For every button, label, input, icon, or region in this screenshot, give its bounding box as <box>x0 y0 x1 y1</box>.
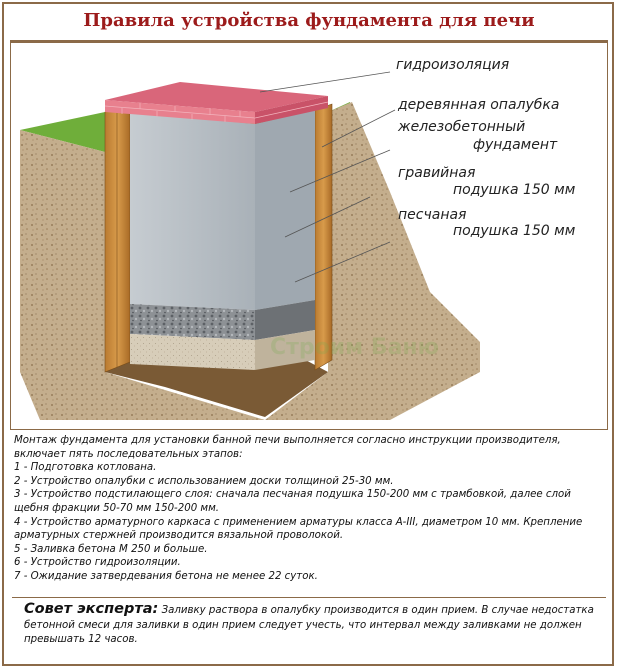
step-item: 4 - Устройство арматурного каркаса с применением арматуры класса А-III, диаметром 10 мм. Крепление арматурных стержней производится вязальной проволокой. <box>14 516 583 542</box>
description-intro: Монтаж фундамента для установки банной печи выполняется согласно инструкции производителя, включает пять последовательных этапов: <box>14 435 561 460</box>
advice-text: Заливку раствора в опалубку производится в один прием. В случае недостатка бетонной смеси для заливки в один прием следует учесть, что интервал между заливками не должен превышать 12 часов. <box>24 605 594 645</box>
description-block <box>14 434 606 584</box>
formwork-right <box>315 104 332 370</box>
step-item: 2 - Устройство опалубки с использованием доски толщиной 25-30 мм. <box>14 475 394 487</box>
label-waterproofing: гидроизоляция <box>396 57 510 73</box>
step-item: 6 - Устройство гидроизоляции. <box>14 557 181 569</box>
label-foundation-line2: фундамент <box>473 137 558 153</box>
label-gravel-line2: подушка 150 мм <box>453 182 576 198</box>
gravel-layer-front <box>130 304 255 340</box>
label-formwork: деревянная опалубка <box>398 97 560 113</box>
step-item: 7 - Ожидание затвердевания бетона не менее 22 суток. <box>14 570 318 582</box>
label-foundation-line1: железобетонный <box>398 119 526 135</box>
step-item: 3 - Устройство подстилающего слоя: сначала песчаная подушка 150-200 мм с трамбовкой, далее слой щебня фракции 50-70 мм 150-200 мм. <box>14 489 571 514</box>
step-item: 1 - Подготовка котлована. <box>14 462 157 474</box>
watermark: Строим Баню <box>270 335 440 360</box>
sand-layer-front <box>130 334 255 370</box>
label-sand-line2: подушка 150 мм <box>453 223 576 239</box>
expert-advice <box>24 602 602 648</box>
label-gravel-line1: гравийная <box>398 165 476 181</box>
page-title: Правила устройства фундамента для печи <box>83 10 535 31</box>
concrete-side <box>255 110 315 310</box>
concrete-front <box>130 112 255 310</box>
step-item: 5 - Заливка бетона М 250 и больше. <box>14 543 208 555</box>
formwork-left <box>105 104 130 372</box>
advice-heading: Совет эксперта: <box>24 601 159 617</box>
label-sand-line1: песчаная <box>398 207 467 223</box>
leader-waterproofing <box>260 72 390 92</box>
